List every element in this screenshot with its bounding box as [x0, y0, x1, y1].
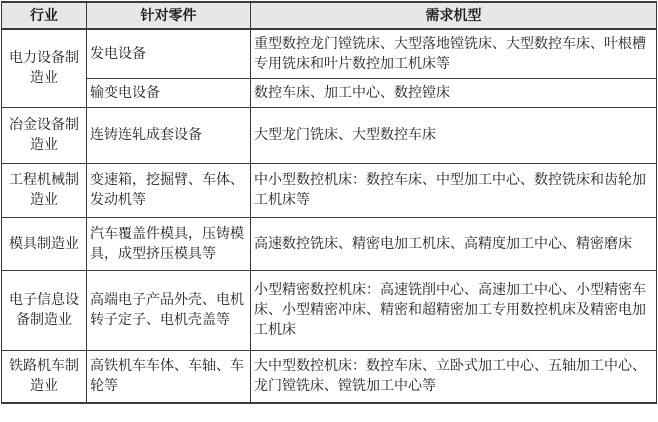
- header-row: [2, 2, 657, 29]
- industry-cell: 铁路机车制造业: [2, 350, 87, 403]
- table-row: [2, 350, 657, 403]
- industry-cell: 电子信息设备制造业: [2, 270, 87, 350]
- part-cell: 输变电设备: [87, 78, 251, 107]
- demand-cell: 大型龙门铣床、大型数控车床: [251, 107, 657, 163]
- demand-cell: 大中型数控机床：数控车床、立卧式加工中心、五轴加工中心、龙门镗铣床、镗铣加工中心等: [251, 350, 657, 403]
- table-row: [2, 78, 657, 107]
- part-cell: 汽车覆盖件模具，压铸模具，成型挤压模具等: [87, 217, 251, 270]
- machine-tool-demand-table: [1, 1, 657, 404]
- industry-cell: 电力设备制造业: [2, 29, 87, 107]
- industry-cell: 冶金设备制造业: [2, 107, 87, 163]
- table-row: [2, 29, 657, 78]
- demand-cell: 高速数控铣床、精密电加工机床、高精度加工中心、精密磨床: [251, 217, 657, 270]
- part-cell: 高端电子产品外壳、电机转子定子、电机壳盖等: [87, 270, 251, 350]
- table-row: [2, 163, 657, 217]
- part-cell: 连铸连轧成套设备: [87, 107, 251, 163]
- table-row: [2, 270, 657, 350]
- demand-cell: 数控车床、加工中心、数控镗床: [251, 78, 657, 107]
- header-industry: 行业: [2, 2, 87, 29]
- header-demand: 需求机型: [251, 2, 657, 29]
- part-cell: 发电设备: [87, 29, 251, 78]
- industry-cell: 模具制造业: [2, 217, 87, 270]
- demand-cell: 重型数控龙门镗铣床、大型落地镗铣床、大型数控车床、叶根槽专用铣床和叶片数控加工机床等: [251, 29, 657, 78]
- demand-cell: 中小型数控机床：数控车床、中型加工中心、数控铣床和齿轮加工机床等: [251, 163, 657, 217]
- table-row: [2, 107, 657, 163]
- demand-cell: 小型精密数控机床：高速铣削中心、高速加工中心、小型精密车床、小型精密冲床、精密和超精密加工专用数控机床及精密电加工机床: [251, 270, 657, 350]
- table-row: [2, 217, 657, 270]
- header-part: 针对零件: [87, 2, 251, 29]
- part-cell: 高铁机车车体、车轴、车轮等: [87, 350, 251, 403]
- industry-cell: 工程机械制造业: [2, 163, 87, 217]
- part-cell: 变速箱，挖掘臂、车体、发动机等: [87, 163, 251, 217]
